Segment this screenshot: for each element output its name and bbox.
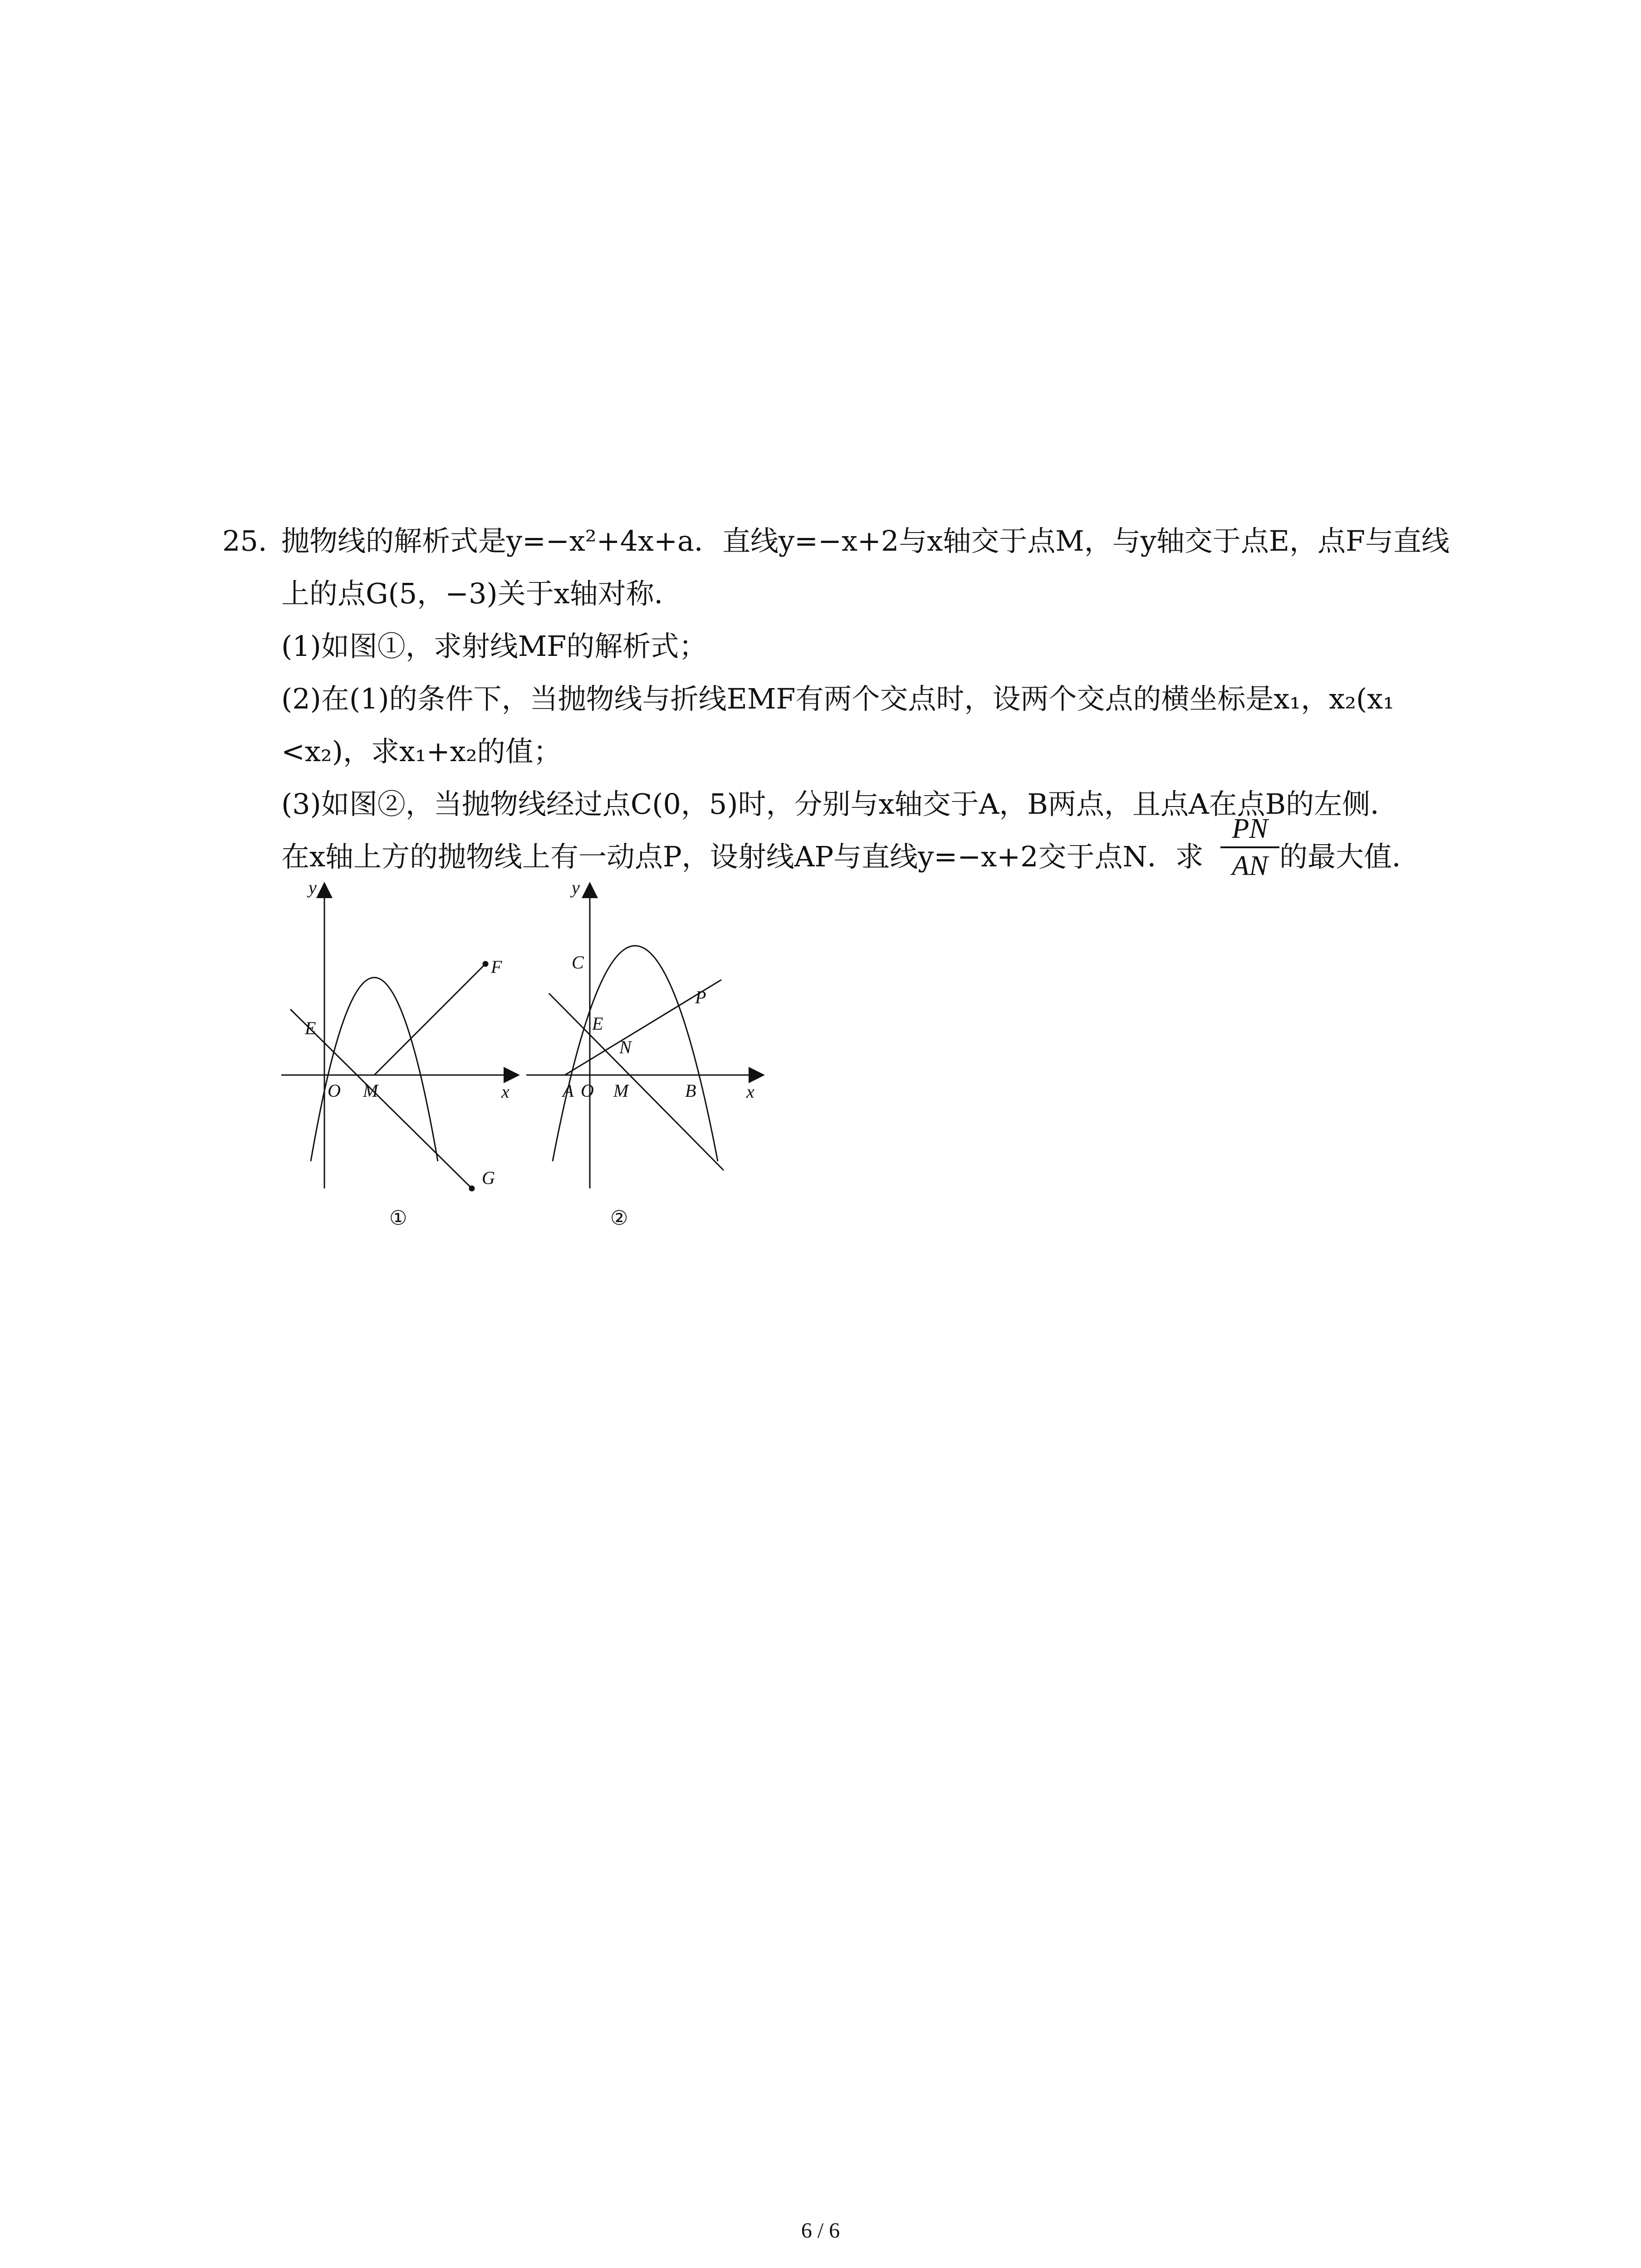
question-part-1: (1)如图①，求射线MF的解析式； [281,630,707,663]
fig2-label-c: C [572,952,584,973]
fig2-label-o: O [581,1080,594,1101]
fig1-ray-mf [374,964,485,1075]
question-part-3c: 的最大值． [1279,840,1421,873]
fig2-caption: ② [610,1207,628,1229]
fig1-caption: ① [389,1207,407,1229]
fig1-label-m: M [363,1080,378,1101]
problem-line-2: 上的点G(5，−3)关于x轴对称． [281,577,682,610]
fig2-label-p: P [695,987,706,1007]
fig1-point-f [483,962,488,966]
fig2-parabola [553,946,718,1161]
figure-1 [281,885,517,1191]
fraction-bar [1220,846,1279,848]
fraction-numerator: PN [1232,813,1268,844]
question-part-3a: (3)如图②，当抛物线经过点C(0，5)时，分别与x轴交于A，B两点，且点A在点B的左侧． [281,787,1399,821]
fig2-label-b: B [685,1080,696,1101]
fig1-label-y: y [309,877,317,898]
problem-number: 25. [222,524,267,557]
fig1-label-e: E [305,1018,316,1038]
fig2-line-ce [549,993,724,1170]
fig2-label-n: N [619,1037,632,1057]
figures [272,875,794,1231]
fig2-label-a: A [563,1080,574,1101]
fig1-label-f: F [491,957,502,977]
fig2-label-y: y [572,877,580,898]
question-part-2b: <x₂)，求x₁+x₂的值； [281,735,562,768]
fraction-pn-over-an [1220,812,1279,883]
figure-2 [526,885,762,1188]
fig1-point-g [470,1186,474,1191]
figure-svg [272,875,794,1229]
fig2-label-m: M [613,1080,629,1101]
fig2-label-e: E [592,1013,603,1034]
fig1-parabola [311,978,438,1161]
fraction-denominator: AN [1232,850,1268,881]
fig2-label-x: x [746,1081,754,1102]
question-part-2a: (2)在(1)的条件下，当抛物线与折线EMF有两个交点时，设两个交点的横坐标是x₁，x₂(x₁ [281,682,1395,715]
problem-line-1: 抛物线的解析式是y=−x²+4x+a．直线y=−x+2与x轴交于点M，与y轴交于点E，点F与直线 [281,524,1450,557]
fig1-line-em [290,1009,472,1188]
page-number: 6 / 6 [801,2219,840,2243]
question-part-3b: 在x轴上方的抛物线上有一动点P，设射线AP与直线y=−x+2交于点N．求 [281,840,1204,873]
fig1-label-g: G [482,1168,495,1188]
fig1-label-x: x [501,1081,509,1102]
fig1-label-o: O [328,1080,341,1101]
